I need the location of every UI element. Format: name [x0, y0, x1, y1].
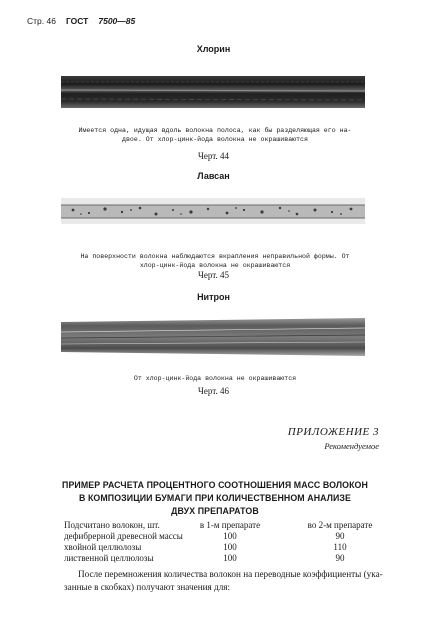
figure-caption-lavsan: На поверхности волокна наблюдаются вкрапления неправильной формы. От хлор-цинк-йода волокна не окрашиваются	[80, 253, 350, 269]
standard-number: 7500—85	[98, 16, 136, 26]
table-header-prep1: в 1-м препарате	[199, 520, 261, 530]
page-number: Стр. 46	[27, 16, 56, 26]
figure-title-nitron: Нитрон	[197, 292, 230, 302]
figure-title-lavsan: Лавсан	[197, 171, 230, 181]
appendix-title: ПРИЛОЖЕНИЕ 3	[287, 426, 379, 438]
fiber-image-nitron	[61, 318, 365, 358]
table-row: лиственной целлюлозы 100 90	[64, 553, 345, 563]
fiber-image-lavsan	[61, 198, 365, 224]
table-row: дефибрерной древесной массы 100 90	[64, 531, 345, 541]
figure-caption-nitron: От хлор-цинк-йода волокна не окрашиваются	[133, 375, 297, 382]
body-paragraph: После перемножения количества волокон на переводные коэффициенты (ука- занные в скобках) получают значения для:	[64, 569, 383, 592]
figure-number-45: Черт. 45	[198, 270, 229, 280]
figure-number-46: Черт. 46	[198, 386, 229, 396]
table-row: хвойной целлюлозы 100 110	[64, 542, 347, 552]
table-header-label: Подсчитано волокон, шт.	[64, 520, 160, 530]
table-header	[0, 520, 427, 531]
section-heading: ПРИМЕР РАСЧЕТА ПРОЦЕНТНОГО СООТНОШЕНИЯ МАСС ВОЛОКОН В КОМПОЗИЦИИ БУМАГИ ПРИ КОЛИЧЕСТВЕННОМ АНАЛИЗЕ ДВУХ ПРЕПАРАТОВ	[62, 480, 368, 516]
figure-title-chlorin: Хлорин	[196, 44, 231, 54]
appendix-subtitle: Рекомендуемое	[324, 441, 379, 451]
standard-label: ГОСТ	[65, 16, 89, 26]
figure-caption-chlorin: Имеется одна, идущая вдоль волокна полоса, как бы разделяющая его на- двое. От хлор-цинк-йода волокна не окрашиваются	[78, 127, 352, 143]
fiber-image-chlorin	[61, 73, 365, 111]
page-header	[27, 16, 135, 26]
table-header-prep2: во 2-м препарате	[307, 520, 373, 530]
figure-number-44: Черт. 44	[198, 151, 229, 161]
